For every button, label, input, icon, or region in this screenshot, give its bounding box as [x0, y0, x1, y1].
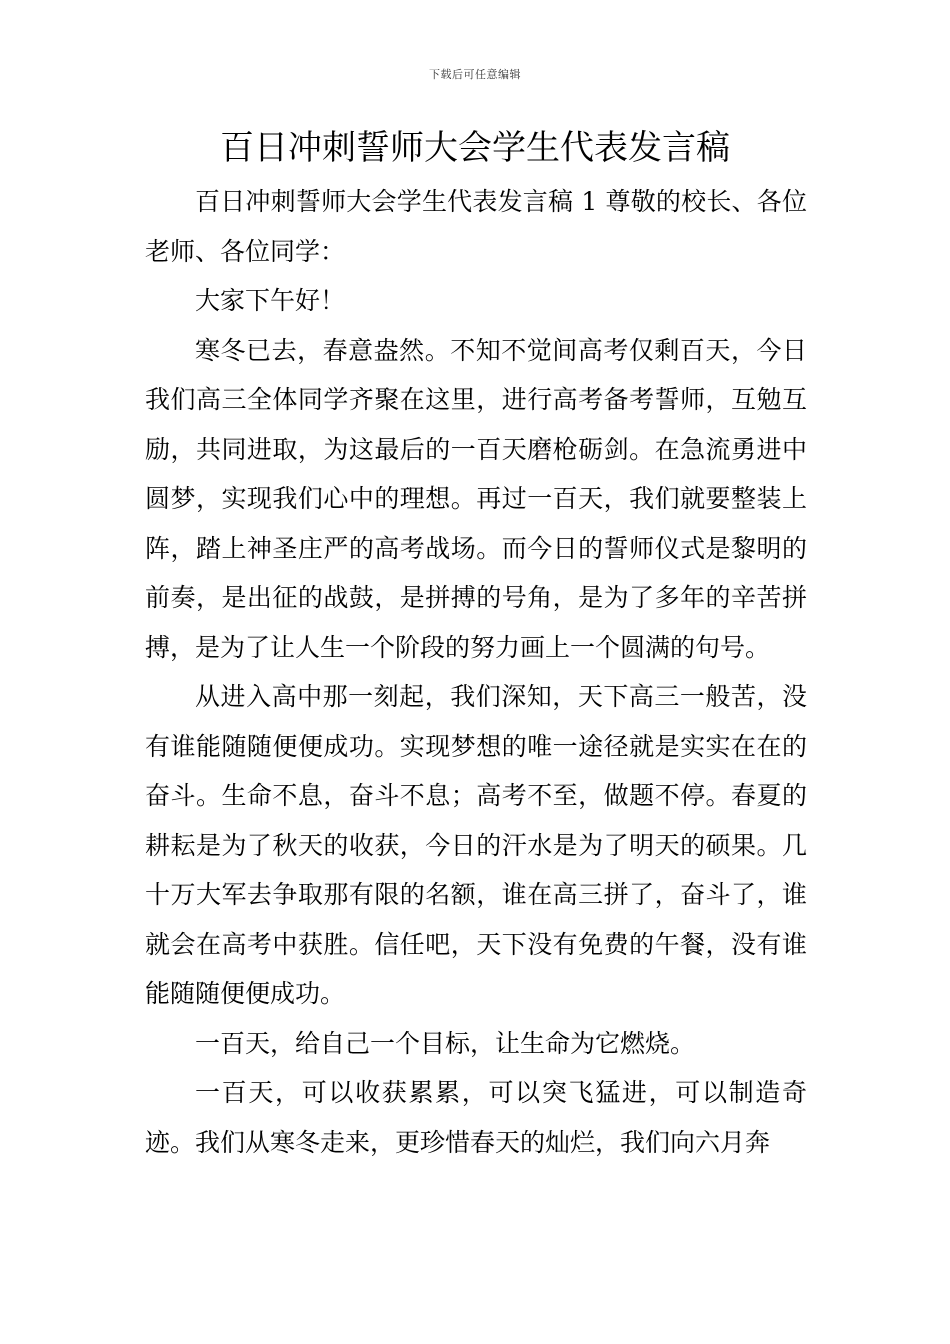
paragraph: 寒冬已去，春意盎然。不知不觉间高考仅剩百天，今日我们高三全体同学齐聚在这里，进行高考备考誓师，互勉互励，共同进取，为这最后的一百天磨枪砺剑。在急流勇进中圆梦，实现我们心中的理想。再过一百天，我们就要整装上阵，踏上神圣庄严的高考战场。而今日的誓师仪式是黎明的前奏，是出征的战鼓，是拼搏的号角，是为了多年的辛苦拼搏，是为了让人生一个阶段的努力画上一个圆满的句号。 — [145, 335, 807, 662]
paragraph-salutation: 大家下午好！ — [195, 286, 346, 315]
paragraph: 从进入高中那一刻起，我们深知，天下高三一般苦，没有谁能随随便便成功。实现梦想的唯一途径就是实实在在的奋斗。生命不息，奋斗不息；高考不至，做题不停。春夏的耕耘是为了秋天的收获，今日的汗水是为了明天的硕果。几十万大军去争取那有限的名额，谁在高三拼了，奋斗了，谁就会在高考中获胜。信任吧，天下没有免费的午餐，没有谁能随随便便成功。 — [145, 682, 807, 1008]
document-title: 百日冲刺誓师大会学生代表发言稿 — [220, 128, 730, 168]
document-body — [145, 177, 807, 1167]
header-note: 下载后可任意编辑 — [429, 68, 521, 81]
paragraph: 一百天，可以收获累累，可以突飞猛进，可以制造奇迹。我们从寒冬走来，更珍惜春天的灿烂，我们向六月奔 — [145, 1078, 807, 1157]
paragraph: 一百天，给自己一个目标，让生命为它燃烧。 — [195, 1028, 696, 1058]
paragraph-greeting: 百日冲刺誓师大会学生代表发言稿 1 尊敬的校长、各位老师、各位同学： — [145, 187, 807, 266]
